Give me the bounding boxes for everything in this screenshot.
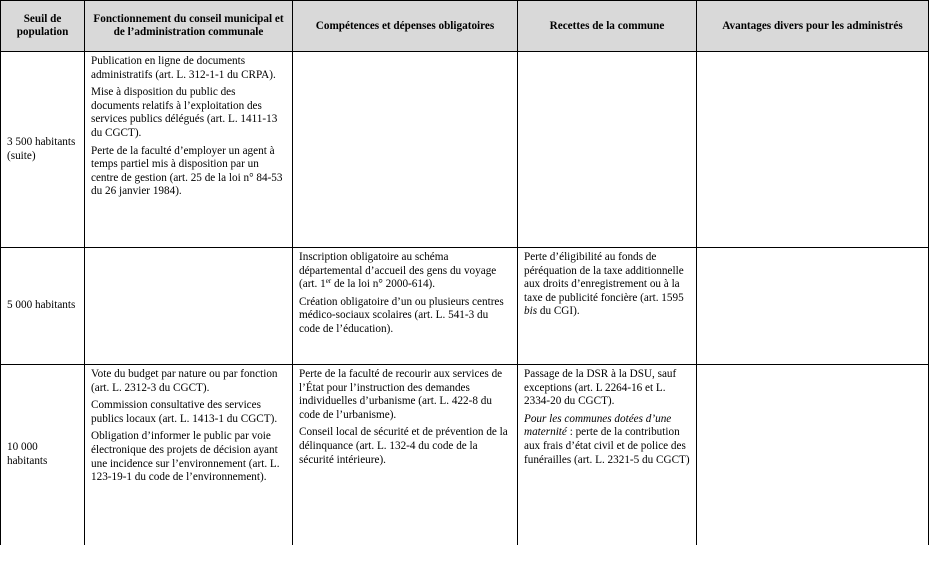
- header-recettes: Recettes de la commune: [518, 1, 697, 52]
- list-item: Passage de la DSR à la DSU, sauf exceptions (art. L 2264-16 et L. 2334-20 du CGCT).: [524, 368, 677, 408]
- header-row: [1, 1, 929, 52]
- competences-cell: [293, 365, 518, 545]
- list-item: Création obligatoire d’un ou plusieurs centres médico-sociaux scolaires (art. L. 541-3 du code de l’éducation).: [299, 295, 504, 335]
- list-item: Perte de la faculté de recourir aux services de l’État pour l’instruction des demandes individuelles d’urbanisme (art. L. 422-8 du code de l’urbanisme).: [299, 368, 503, 421]
- list-item: Perte d’éligibilité au fonds de péréquation de la taxe additionnelle aux droits d’enregistrement ou à la taxe de publicité foncière (art. 1595 bis du CGI).: [524, 251, 684, 318]
- list-item: Inscription obligatoire au schéma départemental d’accueil des gens du voyage (art. 1er de la loi n° 2000-614).: [299, 251, 497, 291]
- recettes-cell: [518, 248, 697, 365]
- list-item: Obligation d’informer le public par voie électronique des projets de décision ayant une incidence sur l’environnement (art. L. 123-19-1 du code de l’environnement).: [91, 430, 280, 484]
- table-row: [1, 248, 929, 365]
- seuil-cell: 10 000 habitants: [1, 365, 85, 545]
- avantages-cell: [697, 248, 929, 365]
- list-item: Pour les communes dotées d’une maternité : perte de la contribution aux frais d’état civil et de police des funérailles (art. L. 2321-5 du CGCT): [524, 412, 690, 466]
- list-item: Conseil local de sécurité et de prévention de la délinquance (art. L. 132-4 du code de la sécurité intérieure).: [299, 426, 508, 466]
- header-avantages: Avantages divers pour les administrés: [697, 1, 929, 52]
- list-item: Commission consultative des services publics locaux (art. L. 1413-1 du CGCT).: [91, 399, 278, 425]
- fonctionnement-cell: [85, 365, 293, 545]
- seuil-cell: 3 500 habitants (suite): [1, 52, 85, 248]
- header-fonctionnement: Fonctionnement du conseil municipal et de l’administration communale: [85, 1, 293, 52]
- fonctionnement-cell: [85, 248, 293, 365]
- header-seuil: Seuil de population: [1, 1, 85, 52]
- table-row: [1, 365, 929, 545]
- avantages-cell: [697, 52, 929, 248]
- table-row: [1, 52, 929, 248]
- header-competences: Compétences et dépenses obligatoires: [293, 1, 518, 52]
- list-item: Vote du budget par nature ou par fonction (art. L. 2312-3 du CGCT).: [91, 368, 278, 394]
- recettes-cell: [518, 52, 697, 248]
- recettes-cell: [518, 365, 697, 545]
- list-item: Perte de la faculté d’employer un agent à temps partiel mis à disposition par un centre de gestion (art. 25 de la loi n° 84-53 du 26 janvier 1984).: [91, 144, 283, 198]
- fonctionnement-cell: [85, 52, 293, 248]
- avantages-cell: [697, 365, 929, 545]
- list-item: Publication en ligne de documents administratifs (art. L. 312-1-1 du CRPA).: [91, 55, 276, 81]
- list-item: Mise à disposition du public des documents relatifs à l’exploitation des services publics délégués (art. L. 1411-13 du CGCT).: [91, 86, 278, 139]
- seuil-cell: 5 000 habitants: [1, 248, 85, 365]
- competences-cell: [293, 248, 518, 365]
- competences-cell: [293, 52, 518, 248]
